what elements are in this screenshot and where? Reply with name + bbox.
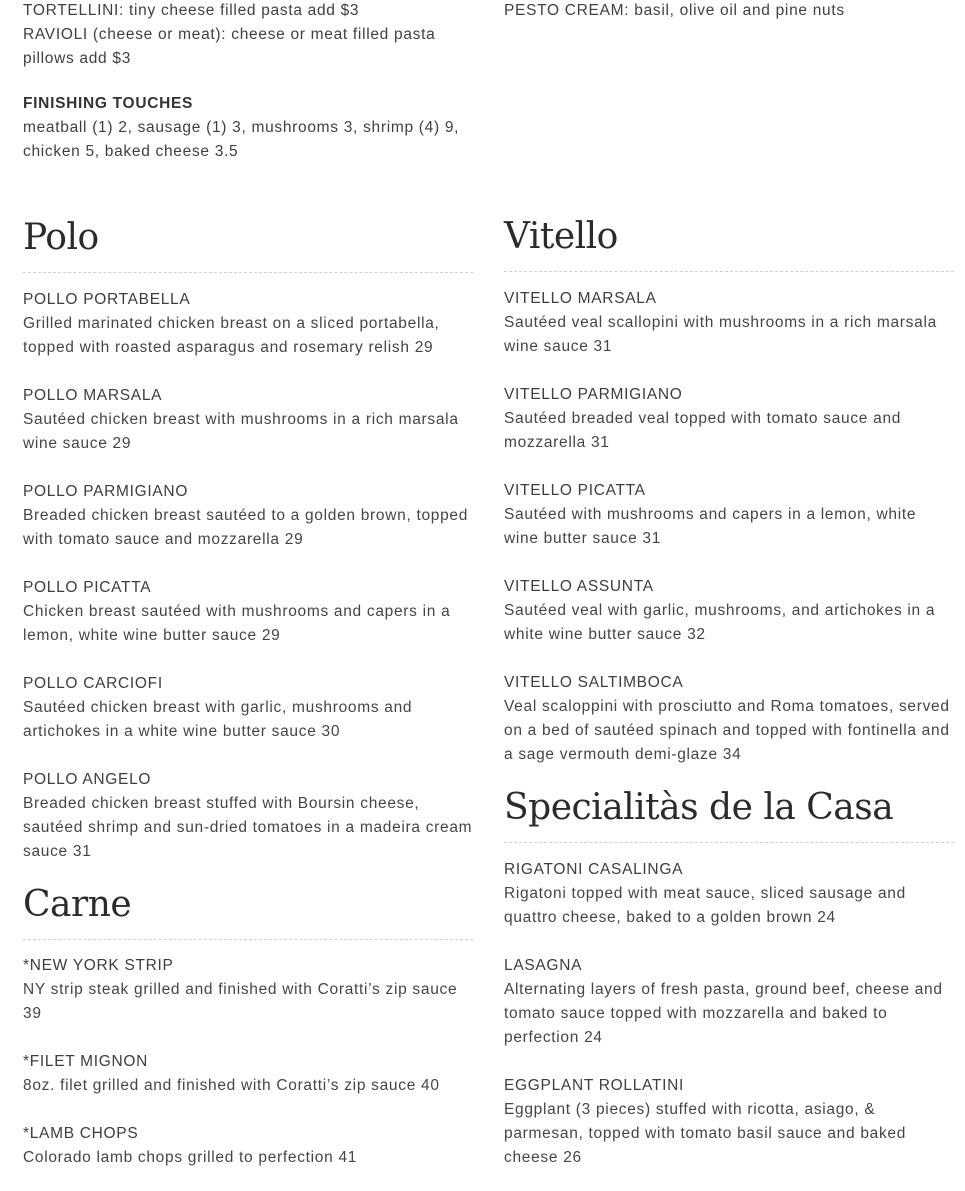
menu-item-name: *FILET MIGNON (23, 1053, 149, 1070)
menu-item-name: *NEW YORK STRIP (23, 957, 174, 974)
menu-item-name: VITELLO SALTIMBOCA (504, 674, 684, 691)
section-divider (504, 842, 954, 843)
menu-item (23, 288, 473, 360)
menu-item-description: Sautéed breaded veal topped with tomato sauce and mozzarella 31 (504, 410, 902, 451)
menu-item-name: POLLO ANGELO (23, 771, 152, 788)
menu-item-description: Eggplant (3 pieces) stuffed with ricotta, asiago, & parmesan, topped with tomato basil sauce and baked cheese 26 (504, 1101, 907, 1166)
menu-item-name: VITELLO PICATTA (504, 482, 646, 499)
menu-item-description: 8oz. filet grilled and finished with Coratti’s zip sauce 40 (23, 1077, 440, 1094)
section-title-polo: Polo (23, 217, 99, 258)
menu-item-name: POLLO CARCIOFI (23, 675, 163, 692)
menu-item-name: VITELLO MARSALA (504, 290, 657, 307)
menu-item-name: POLLO PICATTA (23, 579, 152, 596)
menu-item (23, 768, 473, 864)
menu-item (504, 575, 954, 647)
section-title-carne: Carne (23, 884, 132, 925)
finishing-touches-text: meatball (1) 2, sausage (1) 3, mushrooms 3, shrimp (4) 9, chicken 5, baked cheese 3.5 (23, 119, 460, 160)
menu-item-description: NY strip steak grilled and finished with Coratti’s zip sauce 39 (23, 981, 458, 1022)
menu-item-name: EGGPLANT ROLLATINI (504, 1077, 684, 1094)
menu-item (23, 384, 473, 456)
menu-item-description: Sautéed veal with garlic, mushrooms, and artichokes in a white wine butter sauce 32 (504, 602, 936, 643)
section-divider (23, 939, 473, 940)
menu-item-name: POLLO PORTABELLA (23, 291, 191, 308)
menu-item-name: *LAMB CHOPS (23, 1125, 139, 1142)
pasta-option-tortellini: TORTELLINI: tiny cheese filled pasta add $3 (23, 2, 360, 19)
section-title-specialitas: Specialitàs de la Casa (504, 787, 894, 828)
menu-item-description: Alternating layers of fresh pasta, ground beef, cheese and tomato sauce topped with mozzarella and baked to perfection 24 (504, 981, 943, 1046)
menu-item-description: Sautéed with mushrooms and capers in a lemon, white wine butter sauce 31 (504, 506, 917, 547)
menu-item (504, 954, 954, 1050)
menu-item (504, 287, 954, 359)
menu-item-name: RIGATONI CASALINGA (504, 861, 684, 878)
menu-item (23, 1122, 473, 1170)
menu-item (23, 480, 473, 552)
menu-item-description: Breaded chicken breast sautéed to a golden brown, topped with tomato sauce and mozzarella 29 (23, 507, 469, 548)
menu-item-description: Chicken breast sautéed with mushrooms and capers in a lemon, white wine butter sauce 29 (23, 603, 451, 644)
menu-item-name: VITELLO PARMIGIANO (504, 386, 683, 403)
menu-item-description: Breaded chicken breast stuffed with Boursin cheese, sautéed shrimp and sun-dried tomatoes in a madeira cream sauce 31 (23, 795, 473, 860)
section-title-vitello: Vitello (504, 216, 618, 257)
pasta-option-pesto-cream: PESTO CREAM: basil, olive oil and pine nuts (504, 2, 845, 19)
menu-item-description: Sautéed veal scallopini with mushrooms in a rich marsala wine sauce 31 (504, 314, 937, 355)
menu-item-description: Grilled marinated chicken breast on a sliced portabella, topped with roasted asparagus and rosemary relish 29 (23, 315, 440, 356)
pasta-option-ravioli: RAVIOLI (cheese or meat): cheese or meat filled pasta pillows add $3 (23, 26, 436, 67)
menu-item (504, 858, 954, 930)
menu-item (23, 672, 473, 744)
menu-item-name: POLLO MARSALA (23, 387, 163, 404)
menu-item-name: POLLO PARMIGIANO (23, 483, 189, 500)
menu-item (23, 576, 473, 648)
menu-item-description: Sautéed chicken breast with mushrooms in a rich marsala wine sauce 29 (23, 411, 459, 452)
section-divider (23, 272, 473, 273)
menu-item-description: Veal scaloppini with prosciutto and Roma tomatoes, served on a bed of sautéed spinach and topped with fontinella and a sage vermouth demi-glaze 34 (504, 698, 950, 763)
menu-item-description: Colorado lamb chops grilled to perfection 41 (23, 1149, 358, 1166)
menu-item (504, 479, 954, 551)
menu-item-description: Rigatoni topped with meat sauce, sliced sausage and quattro cheese, baked to a golden brown 24 (504, 885, 906, 926)
section-divider (504, 271, 954, 272)
menu-item (504, 383, 954, 455)
menu-item-name: LASAGNA (504, 957, 583, 974)
menu-item-name: VITELLO ASSUNTA (504, 578, 654, 595)
menu-item (504, 1074, 954, 1170)
finishing-touches-heading: FINISHING TOUCHES (23, 95, 194, 112)
menu-item (23, 1050, 473, 1098)
menu-item-description: Sautéed chicken breast with garlic, mushrooms and artichokes in a white wine butter sauce 30 (23, 699, 413, 740)
menu-item (23, 954, 473, 1026)
menu-item (504, 671, 954, 767)
